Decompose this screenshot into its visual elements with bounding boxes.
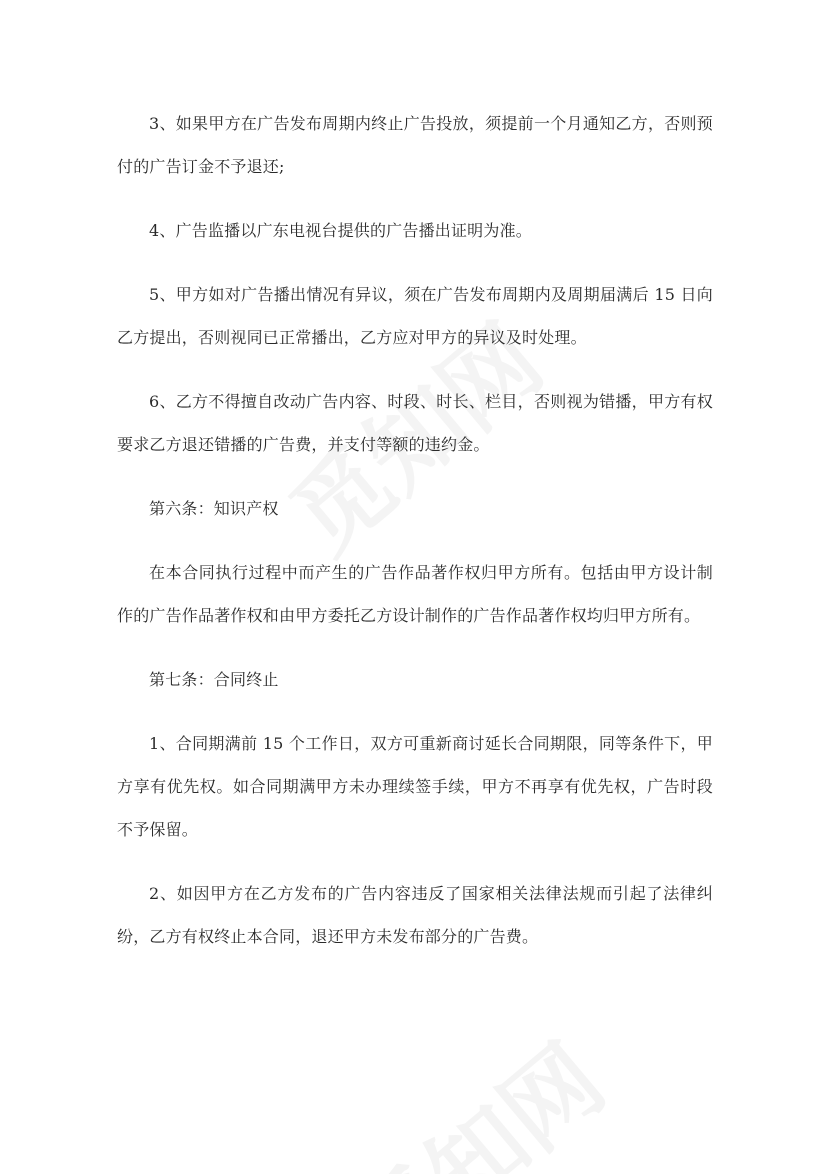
paragraph-clause-3: 3、如果甲方在广告发布周期内终止广告投放，须提前一个月通知乙方，否则预付的广告订金不予退还;: [117, 114, 713, 176]
paragraph-clause-4: 4、广告监播以广东电视台提供的广告播出证明为准。: [149, 221, 532, 240]
paragraph-clause-5: 5、甲方如对广告播出情况有异议，须在广告发布周期内及周期届满后 15 日向乙方提出，否则视同已正常播出，乙方应对甲方的异议及时处理。: [117, 285, 713, 347]
paragraph-ip: 在本合同执行过程中而产生的广告作品著作权归甲方所有。包括由甲方设计制作的广告作品著作权和由甲方委托乙方设计制作的广告作品著作权均归甲方所有。: [117, 563, 713, 625]
paragraph-clause-6: 6、乙方不得擅自改动广告内容、时段、时长、栏目，否则视为错播，甲方有权要求乙方退还错播的广告费，并支付等额的违约金。: [117, 392, 713, 454]
document-body: [117, 102, 713, 979]
paragraph-termination-1: 1、合同期满前 15 个工作日，双方可重新商讨延长合同期限，同等条件下，甲方享有优先权。如合同期满甲方未办理续签手续，甲方不再享有优先权，广告时段不予保留。: [117, 734, 713, 839]
section-heading-termination: 第七条：合同终止: [149, 670, 279, 689]
watermark: [320, 1008, 629, 1174]
section-heading-ip: 第六条：知识产权: [149, 499, 279, 518]
paragraph-termination-2: 2、如因甲方在乙方发布的广告内容违反了国家相关法律法规而引起了法律纠纷，乙方有权终止本合同，退还甲方未发布部分的广告费。: [117, 884, 713, 946]
